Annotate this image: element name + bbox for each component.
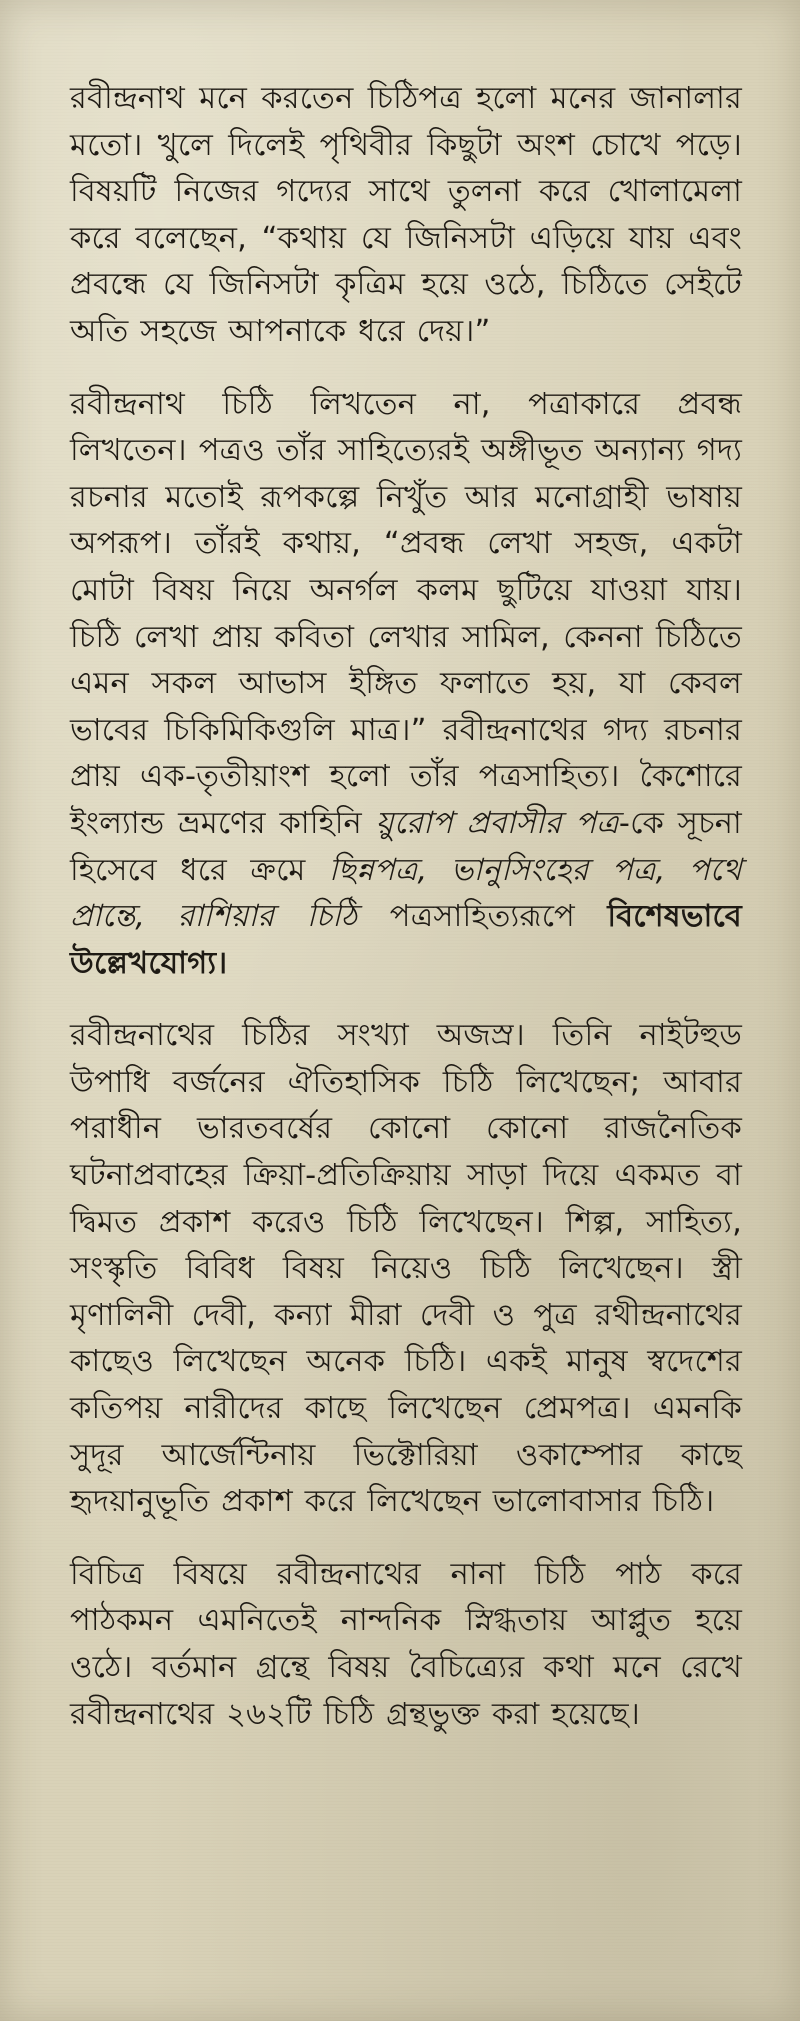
paragraph-2-text-b: -কে সূচনা হিসেবে ধরে ক্রমে (70, 805, 742, 888)
paragraph-1 (70, 76, 742, 356)
text-column (70, 76, 742, 1738)
paragraph-1-text: রবীন্দ্রনাথ মনে করতেন চিঠিপত্র হলো মনের জানালার মতো। খুলে দিলেই পৃথিবীর কিছুটা অংশ চোখে পড়ে। বিষয়টি নিজের গদ্যের সাথে তুলনা করে খোলামেলা করে বলেছেন, “কথায় যে জিনিসটা এড়িয়ে যায় এবং প্রবন্ধে যে জিনিসটা কৃত্রিম হয়ে ওঠে, চিঠিতে সেইটে অতি সহজে আপনাকে ধরে দেয়।” (70, 81, 742, 349)
paragraph-3-text: রবীন্দ্রনাথের চিঠির সংখ্যা অজস্র। তিনি নাইটহুড উপাধি বর্জনের ঐতিহাসিক চিঠি লিখেছেন; আবার পরাধীন ভারতবর্ষের কোনো কোনো রাজনৈতিক ঘটনাপ্রবাহের ক্রিয়া-প্রতিক্রিয়ায় সাড়া দিয়ে একমত বা দ্বিমত প্রকাশ করেও চিঠি লিখেছেন। শিল্প, সাহিত্য, সংস্কৃতি বিবিধ বিষয় নিয়েও চিঠি লিখেছেন। স্ত্রী মৃণালিনী দেবী, কন্যা মীরা দেবী ও পুত্র রথীন্দ্রনাথের কাছেও লিখেছেন অনেক চিঠি। একই মানুষ স্বদেশের কতিপয় নারীদের কাছে লিখেছেন প্রেমপত্র। এমনকি সুদূর আর্জেন্টিনায় ভিক্টোরিয়া ওকাম্পোর কাছে হৃদয়ানুভূতি প্রকাশ করে লিখেছেন ভালোবাসার চিঠি। (70, 1018, 742, 1520)
paragraph-4-text: বিচিত্র বিষয়ে রবীন্দ্রনাথের নানা চিঠি পাঠ করে পাঠকমন এমনিতেই নান্দনিক স্নিগ্ধতায় আপ্লুত হয়ে ওঠে। বর্তমান গ্রন্থে বিষয় বৈচিত্র্যের কথা মনে রেখে রবীন্দ্রনাথের ২৬২টি চিঠি গ্রন্থভুক্ত করা হয়েছে। (70, 1556, 742, 1732)
paragraph-2-text-a: রবীন্দ্রনাথ চিঠি লিখতেন না, পত্রাকারে প্রবন্ধ লিখতেন। পত্রও তাঁর সাহিত্যেরই অঙ্গীভূত অন্যান্য গদ্য রচনার মতোই রূপকল্পে নিখুঁত আর মনোগ্রাহী ভাষায় অপরূপ। তাঁরই কথায়, “প্রবন্ধ লেখা সহজ, একটা মোটা বিষয় নিয়ে অনর্গল কলম ছুটিয়ে যাওয়া যায়। চিঠি লেখা প্রায় কবিতা লেখার সামিল, কেননা চিঠিতে এমন সকল আভাস ইঙ্গিত ফলাতে হয়, যা কেবল ভাবের চিকিমিকিগুলি মাত্র।” রবীন্দ্রনাথের গদ্য রচনার প্রায় এক-তৃতীয়াংশ হলো তাঁর পত্রসাহিত্য। কৈশোরে ইংল্যান্ড ভ্রমণের কাহিনি (70, 386, 742, 841)
paragraph-4 (70, 1552, 742, 1738)
paragraph-3 (70, 1013, 742, 1526)
paragraph-2-text-d: বিশেষভাবে উল্লেখযোগ্য। (70, 899, 742, 981)
paragraph-2-text-c: পত্রসাহিত্যরূপে (357, 899, 608, 935)
book-title-europe-probashir-potro: য়ুরোপ প্রবাসীর পত্র (375, 805, 619, 841)
paragraph-2 (70, 382, 742, 988)
book-titles-list: ছিন্নপত্র, ভানুসিংহের পত্র, পথে প্রান্তে, রাশিয়ার চিঠি (70, 852, 743, 935)
